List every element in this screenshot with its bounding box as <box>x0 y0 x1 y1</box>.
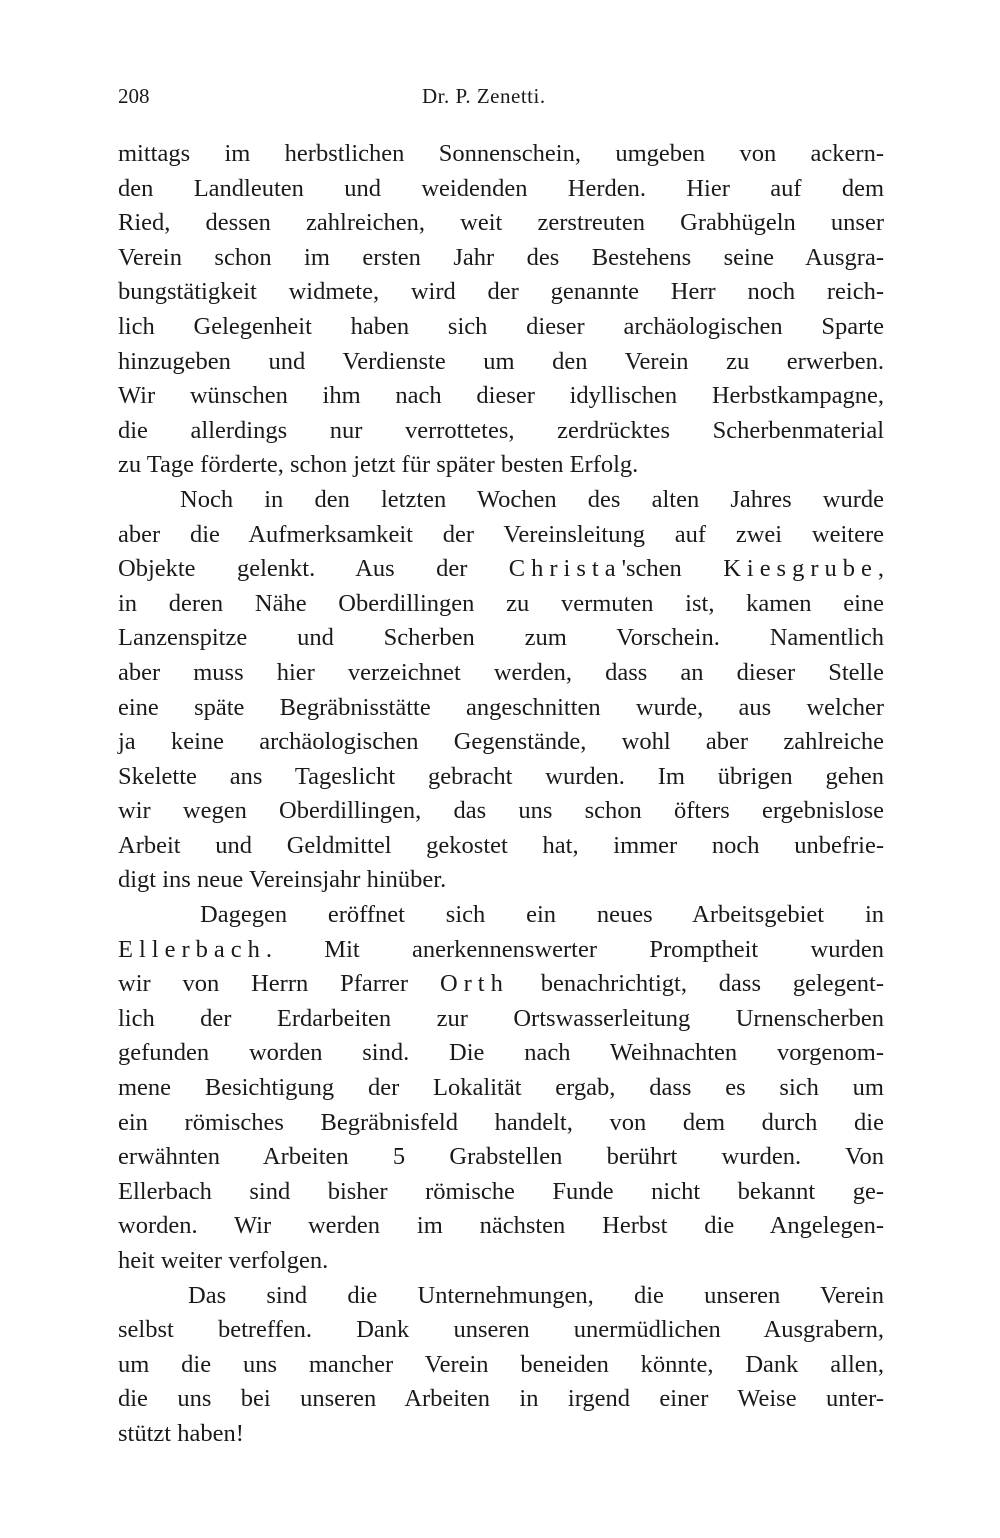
text-line: ein römisches Begräbnisfeld handelt, von dem durch die <box>118 1108 884 1136</box>
text-line: hinzugeben und Verdienste um den Verein zu erwerben. <box>118 347 884 375</box>
text-line: selbst betreffen. Dank unseren unermüdlichen Ausgrabern, <box>118 1316 884 1344</box>
page-header <box>118 84 884 120</box>
text-line: worden. Wir werden im nächsten Herbst die Angelegen- <box>118 1212 884 1240</box>
text-line: Noch in den letzten Wochen des alten Jahres wurde <box>180 485 884 513</box>
text-line: Ried, dessen zahlreichen, weit zerstreuten Grabhügeln unser <box>118 209 884 237</box>
body-text <box>118 137 884 1452</box>
spaced-name: Kiesgrube <box>723 555 878 583</box>
text-line: Lanzenspitze und Scherben zum Vorschein. Namentlich <box>118 624 884 652</box>
text-line: Wir wünschen ihm nach dieser idyllischen Herbstkampagne, <box>118 382 884 410</box>
text-line: Das sind die Unternehmungen, die unseren Verein <box>188 1281 884 1309</box>
text-line: Ellerbach. Mit anerkennenswerter Promptheit wurden <box>118 935 884 963</box>
text-line: in deren Nähe Oberdillingen zu vermuten ist, kamen eine <box>118 589 884 617</box>
spaced-name: Ellerbach <box>118 935 266 963</box>
text-line: stützt haben! <box>118 1419 244 1447</box>
text-line: wir wegen Oberdillingen, das uns schon öfters ergebnislose <box>118 797 884 825</box>
text-line: die uns bei unseren Arbeiten in irgend einer Weise unter- <box>118 1385 884 1413</box>
text-line: Arbeit und Geldmittel gekostet hat, immer noch unbefrie- <box>118 831 884 859</box>
text-line: die allerdings nur verrottetes, zerdrücktes Scherbenmaterial <box>118 416 884 444</box>
text-line: lich Gelegenheit haben sich dieser archäologischen Sparte <box>118 312 884 340</box>
text-line: um die uns mancher Verein beneiden könnte, Dank allen, <box>118 1350 884 1378</box>
text-line: digt ins neue Vereinsjahr hinüber. <box>118 866 447 894</box>
spaced-name: Christa <box>508 555 622 583</box>
text-line: aber die Aufmerksamkeit der Vereinsleitung auf zwei weitere <box>118 520 884 548</box>
text-line: mittags im herbstlichen Sonnenschein, umgeben von ackern- <box>118 140 884 167</box>
text-line: mene Besichtigung der Lokalität ergab, dass es sich um <box>118 1074 884 1102</box>
page-number: 208 <box>118 84 150 108</box>
text-line: Dagegen eröffnet sich ein neues Arbeitsgebiet in <box>200 901 884 929</box>
text-line: aber muss hier verzeichnet werden, dass an dieser Stelle <box>118 658 884 686</box>
text-line: Verein schon im ersten Jahr des Bestehens seine Ausgra- <box>118 243 884 271</box>
text-line: zu Tage förderte, schon jetzt für später besten Erfolg. <box>118 451 639 479</box>
text-line: heit weiter verfolgen. <box>118 1247 329 1274</box>
text-line: ja keine archäologischen Gegenstände, wohl aber zahlreiche <box>118 728 884 756</box>
text-line: Objekte gelenkt. Aus der Christa'schen Kiesgrube, <box>118 555 885 583</box>
text-line: bungstätigkeit widmete, wird der genannte Herr noch reich- <box>118 278 884 306</box>
text-line: den Landleuten und weidenden Herden. Hier auf dem <box>118 174 884 202</box>
text-line: gefunden worden sind. Die nach Weihnachten vorgenom- <box>118 1039 884 1067</box>
spaced-name: Orth <box>439 970 509 998</box>
text-line: erwähnten Arbeiten 5 Grabstellen berührt wurden. Von <box>118 1143 884 1171</box>
text-line: lich der Erdarbeiten zur Ortswasserleitung Urnenscherben <box>118 1004 884 1032</box>
text-line: wir von Herrn Pfarrer Orth benachrichtigt, dass gelegent- <box>118 970 884 998</box>
running-head: Dr. P. Zenetti. <box>422 84 546 108</box>
text-line: eine späte Begräbnisstätte angeschnitten wurde, aus welcher <box>118 693 884 721</box>
text-line: Ellerbach sind bisher römische Funde nicht bekannt ge- <box>118 1177 884 1205</box>
text-line: Skelette ans Tageslicht gebracht wurden. Im übrigen gehen <box>118 762 884 790</box>
